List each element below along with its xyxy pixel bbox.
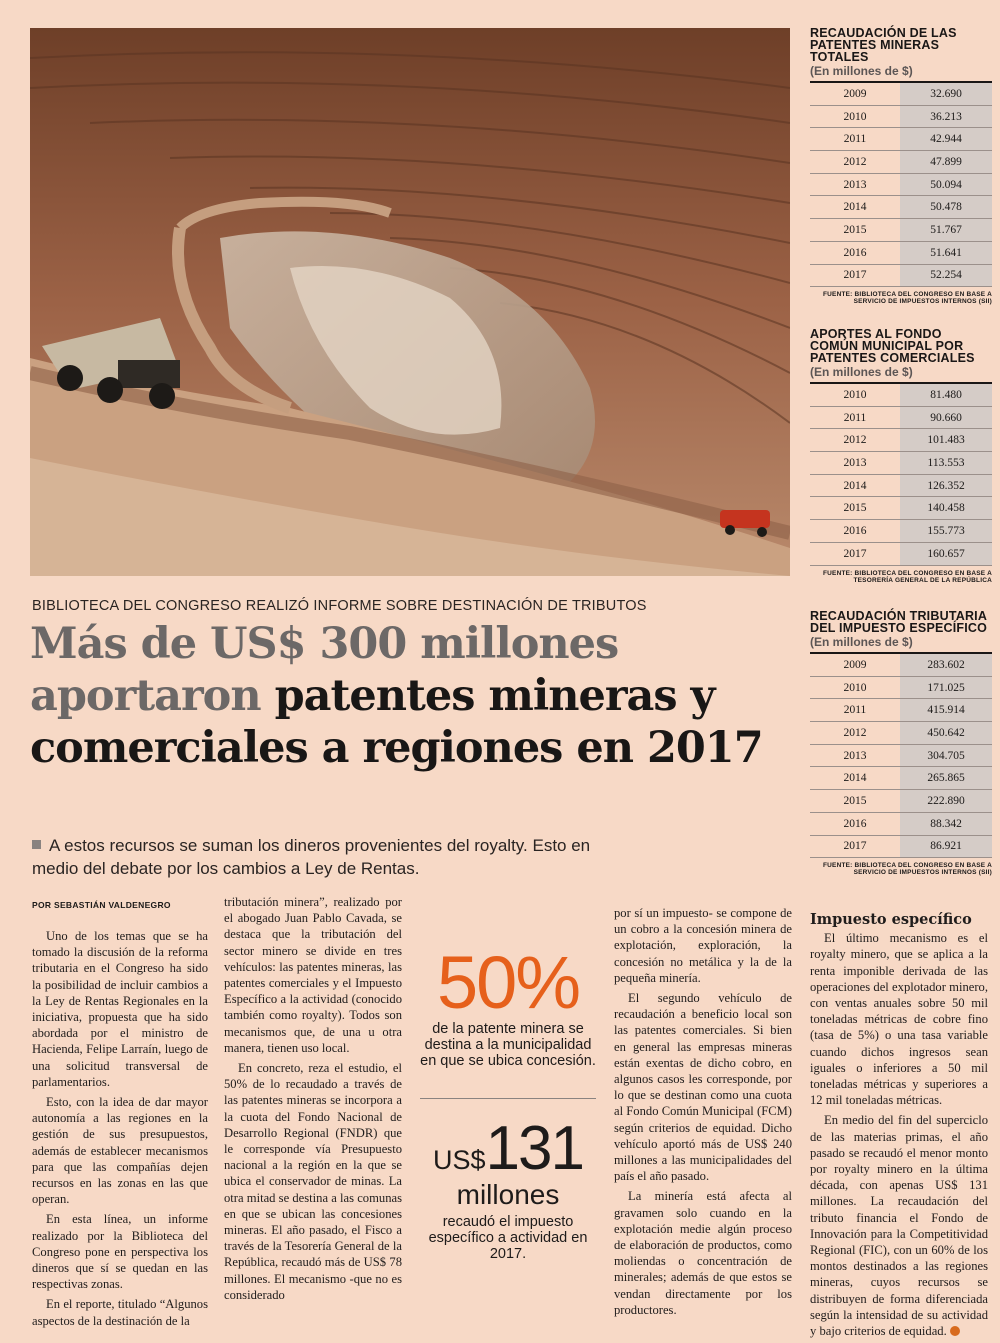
deck (32, 834, 592, 880)
table-unit: (En millones de $) (810, 635, 913, 649)
table-cell-value: 450.642 (900, 722, 992, 745)
table-row (810, 241, 992, 264)
table-body (810, 382, 992, 566)
table-row (810, 406, 992, 429)
body-column-2 (224, 894, 402, 1307)
end-mark-icon (950, 1326, 960, 1336)
table-unit: (En millones de $) (810, 64, 913, 78)
deck-square-icon (32, 840, 41, 849)
table-cell-value: 283.602 (900, 653, 992, 676)
table-cell-value: 126.352 (900, 474, 992, 497)
table-row (810, 383, 992, 406)
table-cell-year: 2011 (810, 128, 900, 151)
table-cell-value: 52.254 (900, 264, 992, 287)
table-unit: (En millones de $) (810, 365, 913, 379)
table-row (810, 196, 992, 219)
stat2-caption: recaudó el impuesto específico a actividad en 2017. (428, 1214, 588, 1262)
paragraph: En concreto, reza el estudio, el 50% de lo recaudado a través de las patentes mineras se incorpora a la cuota del Fondo Nacional de Desarrollo Regional (FNDR) que le corresponde vía Presupuesto nacional a la región en la que se ubica el conservador de minas. La otra mitad se destina a las comunas en que se ubican las concesiones mineras. El año pasado, el Fisco a través de la Tesorería General de la República, recaudó más de US$ 78 millones. El mecanismo -que no es considerado (224, 1061, 402, 1302)
table-row (810, 474, 992, 497)
table-cell-year: 2016 (810, 520, 900, 543)
table-cell-year: 2012 (810, 151, 900, 174)
stat2-value: 131 (485, 1114, 583, 1183)
stat1-value: 50 (436, 941, 516, 1024)
paragraph: En el reporte, titulado “Algunos aspectos de la destinación de la (32, 1297, 208, 1328)
section-heading: Impuesto específico (810, 911, 972, 928)
paragraph (810, 1112, 988, 1339)
table-cell-year: 2013 (810, 744, 900, 767)
paragraph: El segundo vehículo de recaudación a beneficio local son las patentes comerciales. Si bien en general las empresas mineras están exentas de dicho cobro, en algunos casos les corresponde, por lo que se destinan como una cuota al Fondo Común Municipal (FCM) según criterios de equidad. Dicho vehículo aportó más de US$ 240 millones a las municipalidades del país el año pasado. (614, 991, 792, 1184)
table-cell-year: 2017 (810, 264, 900, 287)
table-cell-value: 265.865 (900, 767, 992, 790)
stat1-caption: de la patente minera se destina a la municipalidad en que se ubica concesión. (420, 1021, 596, 1069)
table-cell-value: 42.944 (900, 128, 992, 151)
paragraph: El último mecanismo es el royalty minero, que se aplica a la renta imponible derivada de las operaciones del explotador minero, con ventas anuales sobre 50 mil toneladas métricas de cobre fino (tasa de 5%) o una tasa variable cuando dichos ingresos sean iguales o inferiores a 50 mil toneladas métricas y superiores a 12 mil toneladas métricas. (810, 931, 988, 1108)
table-cell-value: 304.705 (900, 744, 992, 767)
table-cell-year: 2010 (810, 676, 900, 699)
paragraph: En esta línea, un informe realizado por la Biblioteca del Congreso pone en perspectiva los dineros que sí se quedan en las respectivas zonas. (32, 1212, 208, 1292)
stat-50-percent (416, 941, 600, 1069)
table-title: RECAUDACIÓN DE LAS PATENTES MINERAS TOTALES (810, 26, 957, 64)
table-cell-value: 32.690 (900, 82, 992, 105)
table-fondo-comun-municipal (810, 328, 992, 584)
paragraph: tributación minera”, realizado por el abogado Juan Pablo Cavada, se destaca que la tributación del sector minero se divide en tres vehículos: las patentes mineras, las patentes comerciales y el Impuesto Específico a la actividad (conocido también como royalty). Todos son mecanismos que, de una u otra manera, tienen uso local. (224, 895, 402, 1055)
table-row (810, 429, 992, 452)
table-row (810, 151, 992, 174)
table-row (810, 497, 992, 520)
mine-photo (30, 28, 790, 576)
table-row (810, 699, 992, 722)
table-cell-value: 160.657 (900, 542, 992, 565)
table-row (810, 542, 992, 565)
table-cell-year: 2016 (810, 241, 900, 264)
headline-dark-line2: patentes mineras y (260, 671, 715, 721)
table-cell-year: 2014 (810, 474, 900, 497)
headline-gray-line1: Más de US$ 300 millones (30, 619, 619, 669)
table-row (810, 722, 992, 745)
table-row (810, 653, 992, 676)
table-cell-year: 2013 (810, 173, 900, 196)
table-patentes-mineras (810, 27, 992, 305)
table-body (810, 81, 992, 287)
headline-dark-line3: comerciales a regiones en 2017 (30, 723, 763, 773)
table-cell-value: 47.899 (900, 151, 992, 174)
table-cell-year: 2014 (810, 196, 900, 219)
table-title: APORTES AL FONDO COMÚN MUNICIPAL POR PATENTES COMERCIALES (810, 327, 975, 365)
table-cell-year: 2015 (810, 790, 900, 813)
paragraph: Uno de los temas que se ha tomado la discusión de la reforma tributaria en el Congreso ha sido la posibilidad de incluir cambios a la Ley de Rentas Regionales en la iniciativa, propuesta que ha sido abordada por el ministro de Hacienda, Felipe Larraín, luego de una solicitud transversal de parlamentarios. (32, 929, 208, 1089)
deck-text: A estos recursos se suman los dineros provenientes del royalty. Esto en medio del debate por los cambios a Ley de Rentas. (32, 836, 591, 878)
table-cell-value: 140.458 (900, 497, 992, 520)
paragraph: por sí un impuesto- se compone de un cobro a la concesión minera de explotación, exploración, la concesión no metálica y la de la pequeña minería. (614, 906, 792, 985)
table-cell-year: 2011 (810, 699, 900, 722)
table-cell-year: 2010 (810, 105, 900, 128)
table-cell-year: 2015 (810, 219, 900, 242)
table-row (810, 82, 992, 105)
table-cell-year: 2012 (810, 722, 900, 745)
table-cell-value: 101.483 (900, 429, 992, 452)
table-cell-value: 415.914 (900, 699, 992, 722)
table-cell-value: 171.025 (900, 676, 992, 699)
table-cell-value: 81.480 (900, 383, 992, 406)
table-row (810, 520, 992, 543)
table-cell-value: 222.890 (900, 790, 992, 813)
table-row (810, 835, 992, 858)
table-source: FUENTE: BIBLIOTECA DEL CONGRESO EN BASE A TESORERÍA GENERAL DE LA REPÚBLICA (822, 569, 992, 584)
body-column-1 (32, 928, 208, 1333)
table-cell-value: 50.478 (900, 196, 992, 219)
table-row (810, 767, 992, 790)
paragraph: La minería está afecta al gravamen solo cuando en la explotación medie algún proceso de elaboración de productos, como moliendas o concentración de minerales; además de que estos se vendan directamente por los productores. (614, 1189, 792, 1317)
table-cell-value: 86.921 (900, 835, 992, 858)
byline: POR SEBASTIÁN VALDENEGRO (32, 900, 171, 910)
table-cell-value: 51.641 (900, 241, 992, 264)
table-source: FUENTE: BIBLIOTECA DEL CONGRESO EN BASE A SERVICIO DE IMPUESTOS INTERNOS (SII) (822, 291, 992, 306)
paragraph-text: En medio del fin del superciclo de las materias primas, el año pasado se recaudó el menor monto por royalty minero en la última década, con apenas US$ 131 millones. La recaudación del tributo financia el Fondo de Innovación para la Competitividad Regional (FIC), con un 60% de los montos destinados a las regiones mineras, cuyos recursos se distribuyen de forma diferenciada según la intensidad de su actividad y bajo criterios de equidad. (810, 1113, 988, 1339)
divider (420, 1098, 596, 1099)
paragraph: Esto, con la idea de dar mayor autonomía a las regiones en la gestión de sus presupuestos, además de establecer mecanismos para que las compañías dejen recursos en las zonas en las que operan. (32, 1095, 208, 1207)
body-column-3 (614, 905, 792, 1322)
table-cell-year: 2015 (810, 497, 900, 520)
table-title: RECAUDACIÓN TRIBUTARIA DEL IMPUESTO ESPECÍFICO (810, 609, 988, 635)
stat2-currency: US$ (433, 1145, 486, 1175)
table-row (810, 676, 992, 699)
stat-131-millones (416, 1114, 600, 1262)
table-row (810, 264, 992, 287)
stat1-pct: % (515, 941, 580, 1024)
headline (30, 618, 790, 774)
table-cell-year: 2011 (810, 406, 900, 429)
table-row (810, 744, 992, 767)
table-cell-year: 2009 (810, 82, 900, 105)
table-row (810, 173, 992, 196)
table-cell-year: 2012 (810, 429, 900, 452)
table-row (810, 452, 992, 475)
table-row (810, 105, 992, 128)
table-impuesto-especifico (810, 610, 992, 876)
table-row (810, 128, 992, 151)
table-cell-year: 2010 (810, 383, 900, 406)
table-cell-value: 155.773 (900, 520, 992, 543)
kicker: BIBLIOTECA DEL CONGRESO REALIZÓ INFORME SOBRE DESTINACIÓN DE TRIBUTOS (32, 598, 647, 614)
table-cell-year: 2017 (810, 542, 900, 565)
table-cell-value: 50.094 (900, 173, 992, 196)
table-cell-value: 113.553 (900, 452, 992, 475)
table-cell-year: 2009 (810, 653, 900, 676)
headline-gray-line2: aportaron (30, 671, 261, 721)
table-body (810, 652, 992, 858)
table-cell-value: 51.767 (900, 219, 992, 242)
table-row (810, 812, 992, 835)
table-cell-year: 2016 (810, 812, 900, 835)
table-cell-year: 2014 (810, 767, 900, 790)
table-cell-year: 2017 (810, 835, 900, 858)
stat2-unit: millones (456, 1179, 560, 1210)
table-cell-year: 2013 (810, 452, 900, 475)
table-cell-value: 90.660 (900, 406, 992, 429)
table-source: FUENTE: BIBLIOTECA DEL CONGRESO EN BASE A SERVICIO DE IMPUESTOS INTERNOS (SII) (822, 862, 992, 877)
table-cell-value: 36.213 (900, 105, 992, 128)
table-row (810, 790, 992, 813)
table-row (810, 219, 992, 242)
body-column-4 (810, 912, 988, 1343)
table-cell-value: 88.342 (900, 812, 992, 835)
